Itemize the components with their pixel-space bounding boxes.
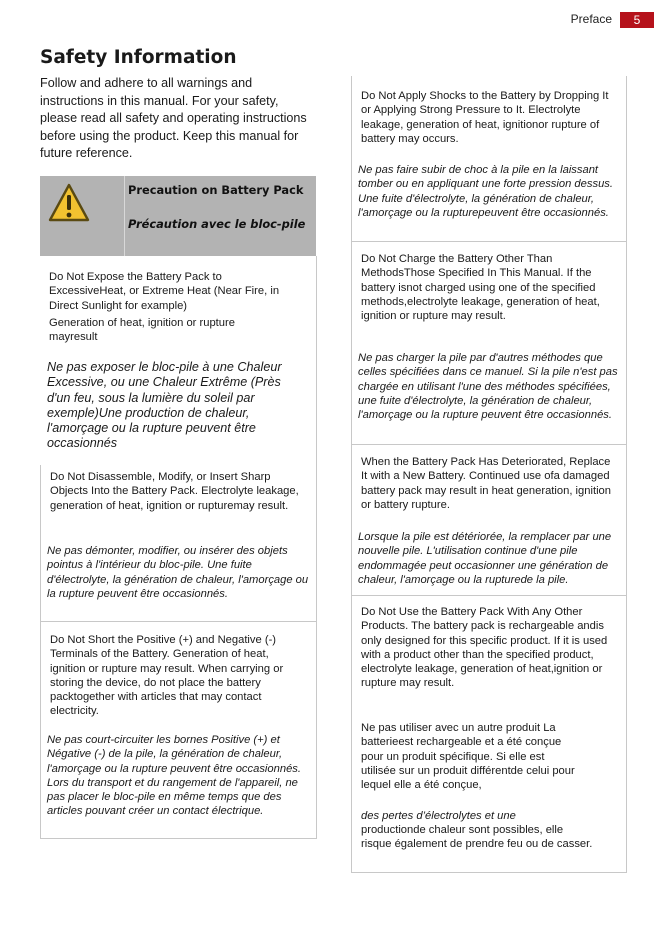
deteriorated-fr: Lorsque la pile est détériorée, la remplacer par une nouvelle pile. L'utilisation continue d'une pile endommagée peut occasionner une génération de chaleur, l'amorçage ou la rupturede la pile. [358, 531, 612, 586]
section-disassemble [40, 465, 317, 621]
section-charge [351, 242, 627, 444]
short-fr: Ne pas court-circuiter les bornes Positive (+) et Négative (-) de la pile, la génération de chaleur, l'amorçage ou la rupture peuvent être occasionnés. Lors du transport et du rangement de l'appareil, ne pas placer le bloc-pile en même temps que des articles pouvant créer un contact électrique. [47, 734, 302, 818]
precaution-header [40, 176, 316, 256]
section-other-products [351, 596, 627, 873]
intro-paragraph: Follow and adhere to all warnings and instructions in this manual. For your safety, please read all safety and operating instructions before using the product. Keep this manual for future reference. [40, 76, 307, 161]
deteriorated-en: When the Battery Pack Has Deteriorated, Replace It with a New Battery. Continued use ofa damaged battery pack may result in heat generation, ignition or battery rupture. [361, 456, 611, 511]
section-shock [351, 76, 627, 241]
shock-en: Do Not Apply Shocks to the Battery by Dropping It or Applying Strong Pressure to It. Electrolyte leakage, generation of heat, ignitionor rupture of battery may occurs. [361, 90, 609, 145]
precaution-title-en: Precaution on Battery Pack [128, 183, 304, 197]
precaution-title-fr: Précaution avec le bloc-pile [128, 217, 306, 231]
other-en: Do Not Use the Battery Pack With Any Other Products. The battery pack is rechargeable andis only designed for this specific product. If it is used with a product other than the specified product, electrolyte leakage, generation of heat,ignition or rupture may result. [361, 606, 608, 690]
section-expose [40, 256, 317, 465]
other-fr-1: Ne pas utiliser avec un autre produit La batterieest rechargeable et a été conçue pour un produit spécifique. Si elle est utilisée sur un produit différentde celui pour lequel elle a été conçue, [361, 722, 575, 792]
shock-fr: Ne pas faire subir de choc à la pile en la laissant tomber ou en appliquant une forte pression dessus. Une fuite d'électrolyte, la génération de chaleur, l'amorçage ou la rupturepeuvent être occasionnés. [358, 164, 613, 219]
disassemble-fr: Ne pas démonter, modifier, ou insérer des objets pointus à l'intérieur du bloc-pile. Une fuite d'électrolyte, la génération de chaleur, l'amorçage ou la rupture peuvent être occasionnés. [47, 545, 309, 600]
section-label: Preface [570, 12, 612, 26]
short-en: Do Not Short the Positive (+) and Negative (-) Terminals of the Battery. Generation of heat, ignition or rupture may result. When carrying or storing the device, do not place the battery packtogether with articles that may contact electricity. [50, 634, 284, 718]
other-fr-3: productionde chaleur sont possibles, elle risque également de prendre feu ou de casser. [361, 824, 593, 851]
charge-en: Do Not Charge the Battery Other Than MethodsThose Specified In This Manual. If the battery isnot charged using one of the specified methods,electrolyte leakage, generation of heat, ignition or rupture may result. [361, 253, 600, 323]
section-deteriorated [351, 445, 627, 595]
expose-fr: Ne pas exposer le bloc-pile à une Chaleur Excessive, ou une Chaleur Extrême (Près d'un feu, sous la lumière du soleil par exemple)Une production de chaleur, l'amorçage ou la rupture peuvent être occasionnés [47, 360, 282, 451]
expose-en-2: Generation of heat, ignition or rupture mayresult [49, 317, 235, 344]
page-number-badge: 5 [620, 12, 654, 28]
section-short-circuit [40, 622, 317, 839]
expose-en-1: Do Not Expose the Battery Pack to ExcessiveHeat, or Extreme Heat (Near Fire, in Direct Sunlight for example) [49, 271, 280, 312]
page-title: Safety Information [40, 47, 237, 68]
other-fr-2: des pertes d’électrolytes et une [361, 810, 516, 822]
disassemble-en: Do Not Disassemble, Modify, or Insert Sharp Objects Into the Battery Pack. Electrolyte leakage, generation of heat, ignition or rupturemay result. [50, 471, 299, 512]
warning-triangle-icon [47, 182, 91, 224]
charge-fr: Ne pas charger la pile par d'autres méthodes que celles spécifiées dans ce manuel. Si la pile n'est pas chargée en utilisant l'une des méthodes spécifiées, une fuite d'électrolyte, la génération de chaleur, l'amorçage ou la rupture peuvent être occasionnés. [358, 352, 618, 422]
precaution-icon-cell [40, 176, 125, 256]
